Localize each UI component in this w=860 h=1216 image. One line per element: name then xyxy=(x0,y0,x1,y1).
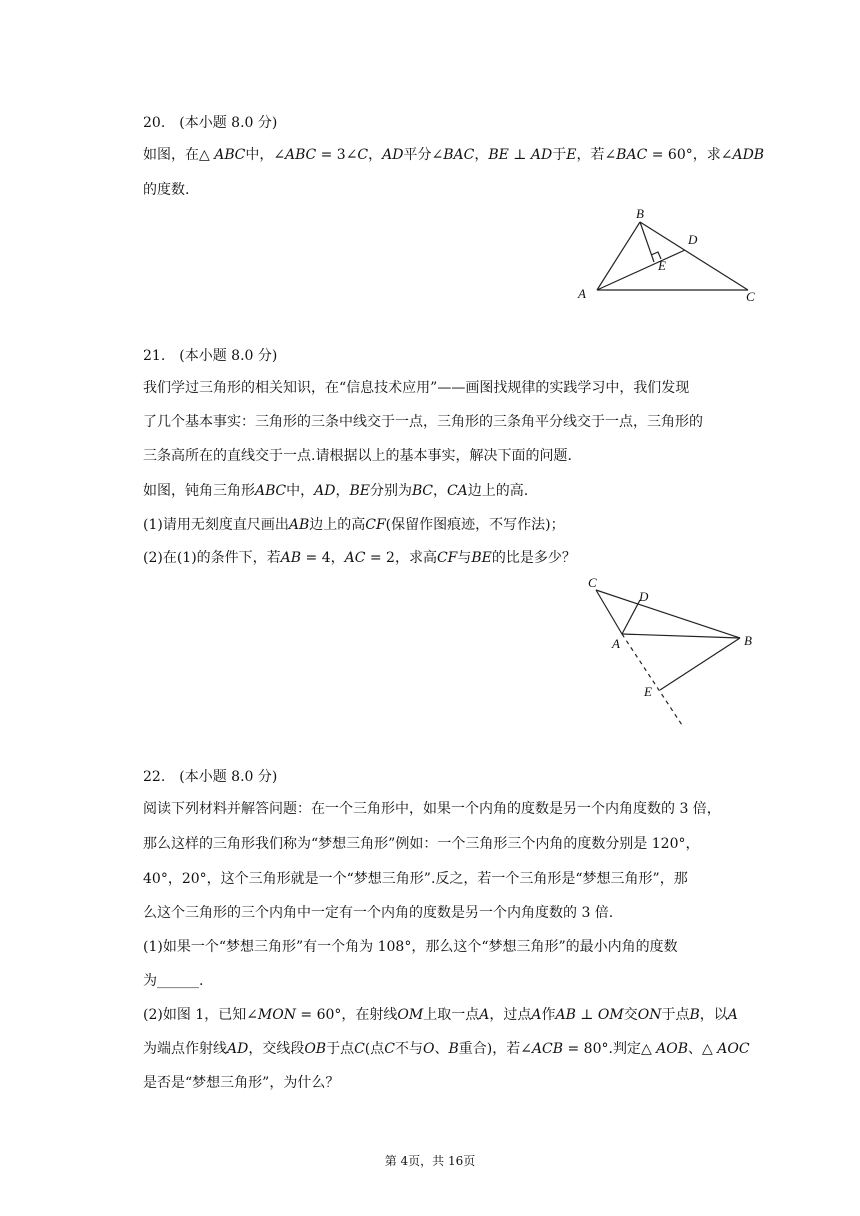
q21-text-line-2: 了几个基本事实：三角形的三条中线交于一点，三角形的三条角平分线交于一点，三角形的 xyxy=(143,414,703,430)
q21-part-1: (1)请用无刻度直尺画出𝐴𝐵边上的高𝐶𝐹(保留作图痕迹，不写作法)； xyxy=(143,517,565,533)
q22-text-line-3: 40°，20°，这个三角形就是一个“梦想三角形”.反之，若一个三角形是“梦想三角形”，那 xyxy=(143,871,688,887)
q20-header: 20. (本小题 8.0 分) xyxy=(143,115,278,131)
page-footer: 第 4页，共 16页 xyxy=(384,1154,476,1168)
q22-part-2-line-2: 为端点作射线𝐴𝐷，交线段𝑂𝐵于点𝐶(点𝐶不与𝑂、𝐵重合)，若∠𝐴𝐶𝐵 = 80°.判定△ 𝐴𝑂𝐵、△ 𝐴𝑂𝐶 xyxy=(143,1041,750,1057)
q20-text-line-1: 如图，在△ 𝐴𝐵𝐶中，∠𝐴𝐵𝐶 = 3∠𝐶，𝐴𝐷平分∠𝐵𝐴𝐶，𝐵𝐸 ⊥ 𝐴𝐷于𝐸，若∠𝐵𝐴𝐶 = 60°，求∠𝐴𝐷𝐵 xyxy=(143,147,765,163)
q22-part-2-line-3: 是否是“梦想三角形”，为什么？ xyxy=(143,1075,340,1091)
q21-text-line-4: 如图，钝角三角形𝐴𝐵𝐶中，𝐴𝐷，𝐵𝐸分别为𝐵𝐶，𝐶𝐴边上的高. xyxy=(143,483,529,499)
q21-label-b: B xyxy=(744,633,752,648)
q21-triangle-figure xyxy=(580,570,770,730)
q21-part-2: (2)在(1)的条件下，若𝐴𝐵 = 4，𝐴𝐶 = 2，求高𝐶𝐹与𝐵𝐸的比是多少？ xyxy=(143,550,576,566)
q22-text-line-4: 么这个三角形的三个内角中一定有一个内角的度数是另一个内角度数的 3 倍. xyxy=(143,905,614,921)
q21-label-a: A xyxy=(612,636,620,651)
q20-label-a: A xyxy=(578,286,586,301)
q21-label-e: E xyxy=(644,684,652,699)
q20-label-d: D xyxy=(688,232,698,247)
q22-part-1-line-1: (1)如果一个“梦想三角形”有一个角为 108°，那么这个“梦想三角形”的最小内角的度数 xyxy=(143,939,678,955)
q20-text-line-2: 的度数. xyxy=(143,182,190,198)
q22-header: 22. (本小题 8.0 分) xyxy=(143,769,278,785)
q21-header: 21. (本小题 8.0 分) xyxy=(143,348,278,364)
q21-text-line-3: 三条高所在的直线交于一点.请根据以上的基本事实，解决下面的问题. xyxy=(143,448,572,464)
q20-triangle-figure xyxy=(570,200,770,310)
q21-label-d: D xyxy=(639,589,649,604)
q22-part-1-line-2: 为______. xyxy=(143,973,204,989)
q22-part-2-line-1: (2)如图 1，已知∠𝑀𝑂𝑁 = 60°，在射线𝑂𝑀上取一点𝐴，过点𝐴作𝐴𝐵 ⊥ 𝑂𝑀交𝑂𝑁于点𝐵，以𝐴 xyxy=(143,1007,738,1023)
q22-text-line-2: 那么这样的三角形我们称为“梦想三角形”例如：一个三角形三个内角的度数分别是 120°， xyxy=(143,836,700,852)
q20-label-b: B xyxy=(636,206,644,221)
q21-text-line-1: 我们学过三角形的相关知识，在“信息技术应用”——画图找规律的实践学习中，我们发现 xyxy=(143,380,690,396)
q20-label-e: E xyxy=(658,258,666,273)
q20-label-c: C xyxy=(746,289,755,304)
q22-text-line-1: 阅读下列材料并解答问题：在一个三角形中，如果一个内角的度数是另一个内角度数的 3 倍， xyxy=(143,801,721,817)
q21-label-c: C xyxy=(588,575,597,590)
